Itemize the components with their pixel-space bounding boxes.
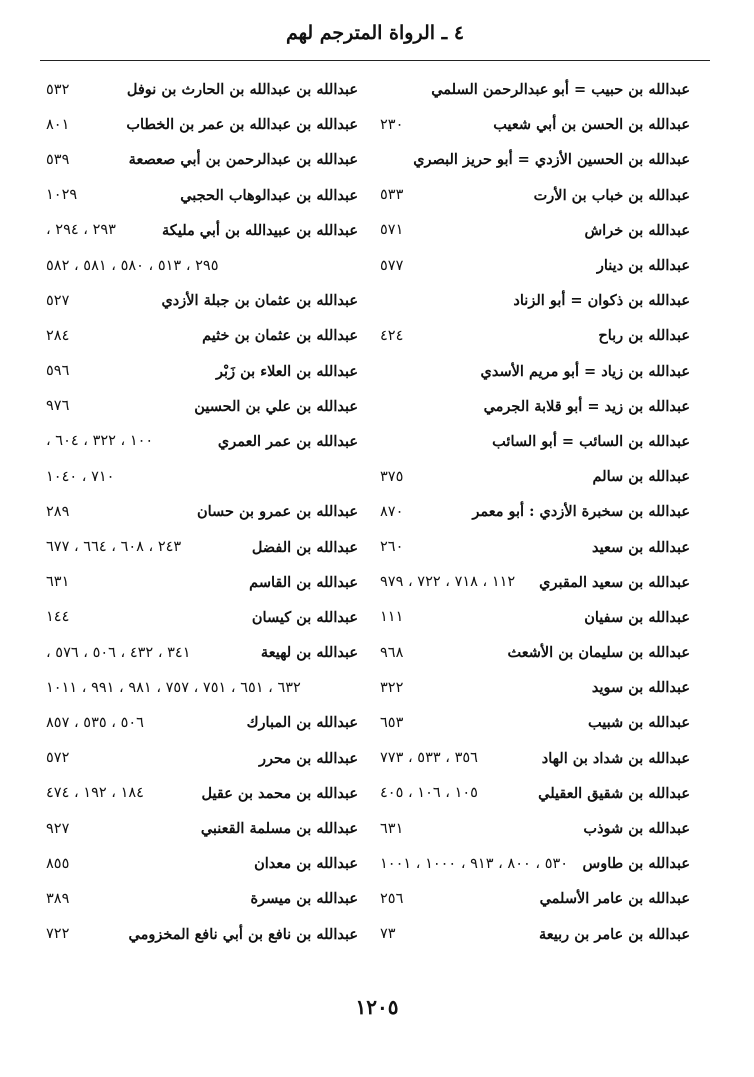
page-references: ٢٨٤ — [46, 327, 70, 344]
page-references: ٥٣٠ ، ٨٠٠ ، ٩١٣ ، ١٠٠٠ ، ١٠٠١ — [380, 855, 569, 872]
page-references: ٣٢٢ — [380, 679, 404, 696]
page-references: ٣٤١ ، ٤٣٢ ، ٥٠٦ ، ٥٧٦ ، — [46, 644, 191, 661]
narrator-name: عبدالله بن عامر الأسلمي — [539, 890, 690, 908]
page-references: ٢٦٠ — [380, 539, 404, 556]
header-divider — [40, 60, 710, 61]
narrator-name: عبدالله بن طاوس — [582, 855, 690, 873]
index-entry — [46, 178, 358, 213]
narrator-name: عبدالله بن حبيب = أبو عبدالرحمن السلمي — [431, 81, 690, 99]
page-references: ٦٣١ — [46, 574, 70, 591]
index-entry — [380, 600, 690, 635]
narrator-name: عبدالله بن عمرو بن حسان — [196, 503, 358, 521]
index-entry — [46, 635, 358, 670]
page-references: ٣٧٥ — [380, 468, 404, 485]
page-references: ٥٧١ — [380, 222, 404, 239]
index-entry — [46, 354, 358, 389]
index-entry — [380, 705, 690, 740]
index-entry — [380, 389, 690, 424]
index-entry — [46, 424, 358, 459]
index-entry — [380, 811, 690, 846]
narrator-name: عبدالله بن شوذب — [583, 820, 690, 838]
narrator-name: عبدالله بن عمر العمري — [217, 432, 358, 450]
narrator-name: عبدالله بن عثمان بن خثيم — [202, 327, 358, 345]
index-entry — [380, 213, 690, 248]
index-entry — [46, 389, 358, 424]
page-references: ٣٨٩ — [46, 890, 70, 907]
page-references: ٥٩٦ — [46, 363, 70, 380]
index-entry — [46, 494, 358, 529]
index-entry — [46, 283, 358, 318]
narrator-name: عبدالله بن لهيعة — [260, 644, 358, 662]
narrator-name: عبدالله بن ميسرة — [250, 890, 358, 908]
page-references: ٦٣٢ ، ٦٥١ ، ٧٥١ ، ٧٥٧ ، ٩٨١ ، ٩٩١ ، ١٠١١ — [46, 679, 301, 696]
page-references: ٧٣ — [380, 926, 396, 943]
page-references: ٥٧٧ — [380, 257, 404, 274]
page-references: ٣٥٦ ، ٥٣٣ ، ٧٧٣ — [380, 750, 478, 767]
index-entry — [380, 283, 690, 318]
index-entry — [46, 529, 358, 564]
narrator-name: عبدالله بن الحسين الأزدي = أبو حريز البصري — [413, 151, 690, 169]
narrator-name: عبدالله بن زيد = أبو قلابة الجرمي — [483, 397, 690, 415]
index-entry — [380, 72, 690, 107]
page-references: ٢٩٣ ، ٢٩٤ ، — [46, 222, 116, 239]
narrator-name: عبدالله بن علي بن الحسين — [194, 397, 358, 415]
narrator-name: عبدالله بن عبدالرحمن بن أبي صعصعة — [128, 151, 358, 169]
narrator-name: عبدالله بن الحسن بن أبي شعيب — [493, 116, 690, 134]
page-references: ١٠٥ ، ١٠٦ ، ٤٠٥ — [380, 785, 478, 802]
narrator-name: عبدالله بن دينار — [596, 257, 690, 275]
index-entry — [46, 72, 358, 107]
index-entry — [380, 917, 690, 952]
page-references: ١٤٤ — [46, 609, 70, 626]
page-references: ٤٢٤ — [380, 327, 404, 344]
index-entry — [380, 494, 690, 529]
page-references: ٥٠٦ ، ٥٣٥ ، ٨٥٧ — [46, 714, 144, 731]
page-references: ١٠٠ ، ٣٢٢ ، ٦٠٤ ، — [46, 433, 154, 450]
index-entry — [380, 670, 690, 705]
page-number: ١٢٠٥ — [355, 995, 399, 1019]
narrator-name: عبدالله بن عبدالوهاب الحجبي — [180, 186, 358, 204]
narrator-name: عبدالله بن شداد بن الهاد — [541, 749, 690, 767]
index-entry — [46, 811, 358, 846]
narrator-name: عبدالله بن مسلمة القعنبي — [200, 820, 358, 838]
index-entry — [46, 776, 358, 811]
page-references: ٦٥٣ — [380, 714, 404, 731]
index-entry — [380, 178, 690, 213]
page-references: ٢٨٩ — [46, 503, 70, 520]
page-references: ٥٣٢ — [46, 81, 70, 98]
index-entry — [46, 213, 358, 248]
index-entry-continuation — [46, 248, 358, 283]
index-entry — [380, 635, 690, 670]
page-references: ٩٦٨ — [380, 644, 404, 661]
index-entry — [380, 565, 690, 600]
narrator-name: عبدالله بن زياد = أبو مريم الأسدي — [480, 362, 690, 380]
narrator-name: عبدالله بن القاسم — [249, 573, 358, 591]
narrator-name: عبدالله بن عبدالله بن عمر بن الخطاب — [126, 116, 358, 134]
page-header-title: ٤ ـ الرواة المترجم لهم — [285, 22, 465, 44]
narrator-name: عبدالله بن العلاء بن زَبْر — [216, 362, 358, 380]
narrator-name: عبدالله بن سعيد — [592, 538, 690, 556]
index-entry — [46, 318, 358, 353]
index-entry — [46, 600, 358, 635]
narrator-name: عبدالله بن سفيان — [584, 608, 690, 626]
narrator-name: عبدالله بن عبيدالله بن أبي مليكة — [162, 221, 358, 239]
index-entry — [46, 881, 358, 916]
page-references: ٧١٠ ، ١٠٤٠ — [46, 468, 115, 485]
index-entry — [46, 741, 358, 776]
page-references: ٢٣٠ — [380, 116, 404, 133]
narrator-name: عبدالله بن عثمان بن جبلة الأزدي — [161, 292, 358, 310]
index-entry — [46, 107, 358, 142]
index-entry — [380, 459, 690, 494]
page-references: ٨٥٥ — [46, 855, 70, 872]
narrator-name: عبدالله بن خباب بن الأرت — [533, 186, 690, 204]
page-references: ٦٣١ — [380, 820, 404, 837]
narrator-name: عبدالله بن المبارك — [246, 714, 358, 732]
index-entry — [380, 529, 690, 564]
narrator-name: عبدالله بن السائب = أبو السائب — [492, 432, 690, 450]
page-references: ٨٧٠ — [380, 503, 404, 520]
narrator-name: عبدالله بن شبيب — [588, 714, 690, 732]
narrator-name: عبدالله بن كيسان — [251, 608, 358, 626]
index-entry-continuation — [46, 459, 358, 494]
page-references: ٥٢٧ — [46, 292, 70, 309]
index-column-right — [380, 72, 690, 952]
page-references: ٢٥٦ — [380, 890, 404, 907]
index-entry — [46, 142, 358, 177]
index-entry — [380, 881, 690, 916]
narrator-name: عبدالله بن سويد — [591, 679, 690, 697]
index-entry — [380, 741, 690, 776]
index-entry — [380, 248, 690, 283]
page-references: ٢٤٣ ، ٦٠٨ ، ٦٦٤ ، ٦٧٧ — [46, 539, 182, 556]
narrator-name: عبدالله بن معدان — [254, 855, 358, 873]
page-references: ٥٣٣ — [380, 187, 404, 204]
narrator-name: عبدالله بن شقيق العقيلي — [538, 784, 690, 802]
narrator-name: عبدالله بن الفضل — [251, 538, 358, 556]
page-references: ٥٣٩ — [46, 151, 70, 168]
index-entry — [46, 705, 358, 740]
narrator-name: عبدالله بن سعيد المقبري — [539, 573, 690, 591]
index-entry — [380, 318, 690, 353]
narrator-name: عبدالله بن رباح — [598, 327, 690, 345]
index-entry — [380, 776, 690, 811]
page-references: ١١١ — [380, 609, 404, 626]
narrator-name: عبدالله بن خراش — [584, 221, 690, 239]
index-entry — [46, 917, 358, 952]
narrator-name: عبدالله بن سليمان بن الأشعث — [507, 644, 690, 662]
page-references: ١٠٢٩ — [46, 187, 78, 204]
narrator-name: عبدالله بن محرر — [259, 749, 358, 767]
page-references: ١٨٤ ، ١٩٢ ، ٤٧٤ — [46, 785, 144, 802]
narrator-name: عبدالله بن نافع بن أبي نافع المخزومي — [128, 925, 358, 943]
index-entry — [380, 142, 690, 177]
index-entry — [380, 354, 690, 389]
narrator-name: عبدالله بن سخبرة الأزدي : أبو معمر — [472, 503, 690, 521]
index-column-left — [46, 72, 358, 952]
index-entry — [380, 846, 690, 881]
page-references: ٧٢٢ — [46, 926, 70, 943]
index-entry — [46, 565, 358, 600]
narrator-name: عبدالله بن عبدالله بن الحارث بن نوفل — [126, 81, 358, 99]
page-references: ٩٧٦ — [46, 398, 70, 415]
narrator-name: عبدالله بن سالم — [592, 468, 690, 486]
page-references: ٨٠١ — [46, 116, 70, 133]
narrator-name: عبدالله بن ذكوان = أبو الزناد — [513, 292, 690, 310]
page-references: ١١٢ ، ٧١٨ ، ٧٢٢ ، ٩٧٩ — [380, 574, 516, 591]
page-references: ٩٢٧ — [46, 820, 70, 837]
narrator-name: عبدالله بن محمد بن عقيل — [201, 784, 358, 802]
index-entry-continuation — [46, 670, 358, 705]
index-entry — [46, 846, 358, 881]
narrator-name: عبدالله بن عامر بن ربيعة — [538, 925, 690, 943]
page-references: ٥٧٢ — [46, 750, 70, 767]
index-entry — [380, 107, 690, 142]
index-entry — [380, 424, 690, 459]
page-references: ٢٩٥ ، ٥١٣ ، ٥٨٠ ، ٥٨١ ، ٥٨٢ — [46, 257, 219, 274]
